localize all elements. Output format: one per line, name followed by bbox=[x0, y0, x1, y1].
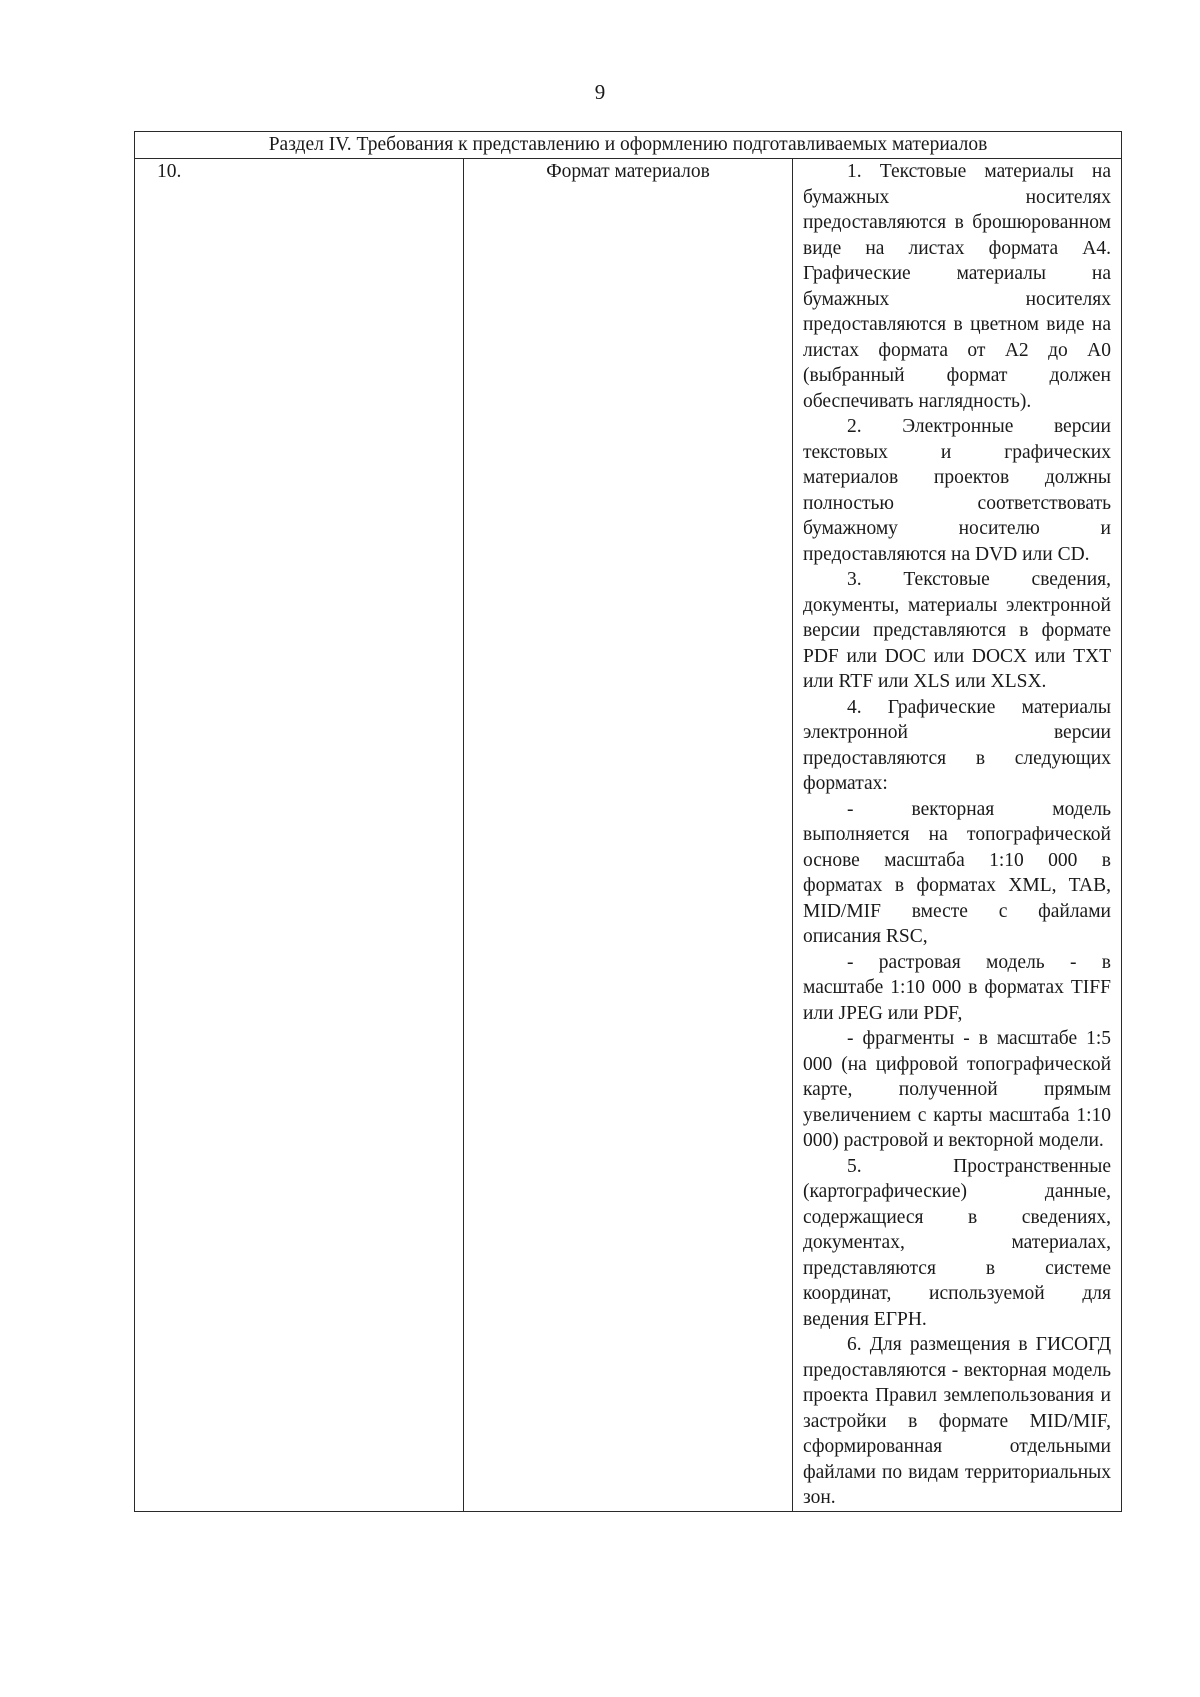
paragraph-graphic-formats: 4. Графические материалы электронной версии предоставляются в следующих форматах: bbox=[803, 696, 1111, 794]
bullet-vector-model: - векторная модель выполняется на топографической основе масштаба 1:10 000 в форматах в форматах XML, TAB, MID/MIF вместе с файлами описания RSC, bbox=[803, 798, 1111, 947]
requirements-table bbox=[134, 131, 1122, 1512]
section-header-row bbox=[135, 132, 1122, 159]
table-row bbox=[135, 159, 1122, 1512]
paragraph-electronic-versions: 2. Электронные версии текстовых и графических материалов проектов должны полностью соответствовать бумажному носителю и предоставляются на DVD или CD. bbox=[803, 416, 1111, 565]
page-number: 9 bbox=[594, 80, 606, 104]
row-name: Формат материалов bbox=[464, 159, 793, 1512]
row-number: 10. bbox=[135, 159, 464, 1512]
paragraph-gisogd: 6. Для размещения в ГИСОГД предоставляются - векторная модель проекта Правил землепользования и застройки в формате MID/MIF, сформированная отдельными файлами по видам территориальных зон. bbox=[803, 1334, 1111, 1508]
paragraph-spatial-data: 5. Пространственные (картографические) данные, содержащиеся в сведениях, документах, материалах, представляются в системе координат, используемой для ведения ЕГРН. bbox=[803, 1155, 1111, 1330]
bullet-raster-model: - растровая модель - в масштабе 1:10 000 в форматах TIFF или JPEG или PDF, bbox=[803, 951, 1111, 1024]
paragraph-text-paper: 1. Текстовые материалы на бумажных носителях предоставляются в брошюрованном виде на листах формата А4. Графические материалы на бумажных носителях предоставляются в цветном виде на листах формата от А2 до А0 (выбранный формат должен обеспечивать наглядность). bbox=[803, 161, 1111, 412]
paragraph-text-formats: 3. Текстовые сведения, документы, материалы электронной версии представляются в формате PDF или DOC или DOCX или TXT или RTF или XLS или XLSX. bbox=[803, 569, 1111, 692]
row-description bbox=[793, 159, 1122, 1512]
section-header: Раздел IV. Требования к представлению и оформлению подготавливаемых материалов bbox=[135, 132, 1122, 159]
bullet-fragments: - фрагменты - в масштабе 1:5 000 (на цифровой топографической карте, полученной прямым увеличением с карты масштаба 1:10 000) растровой и векторной модели. bbox=[803, 1028, 1111, 1151]
